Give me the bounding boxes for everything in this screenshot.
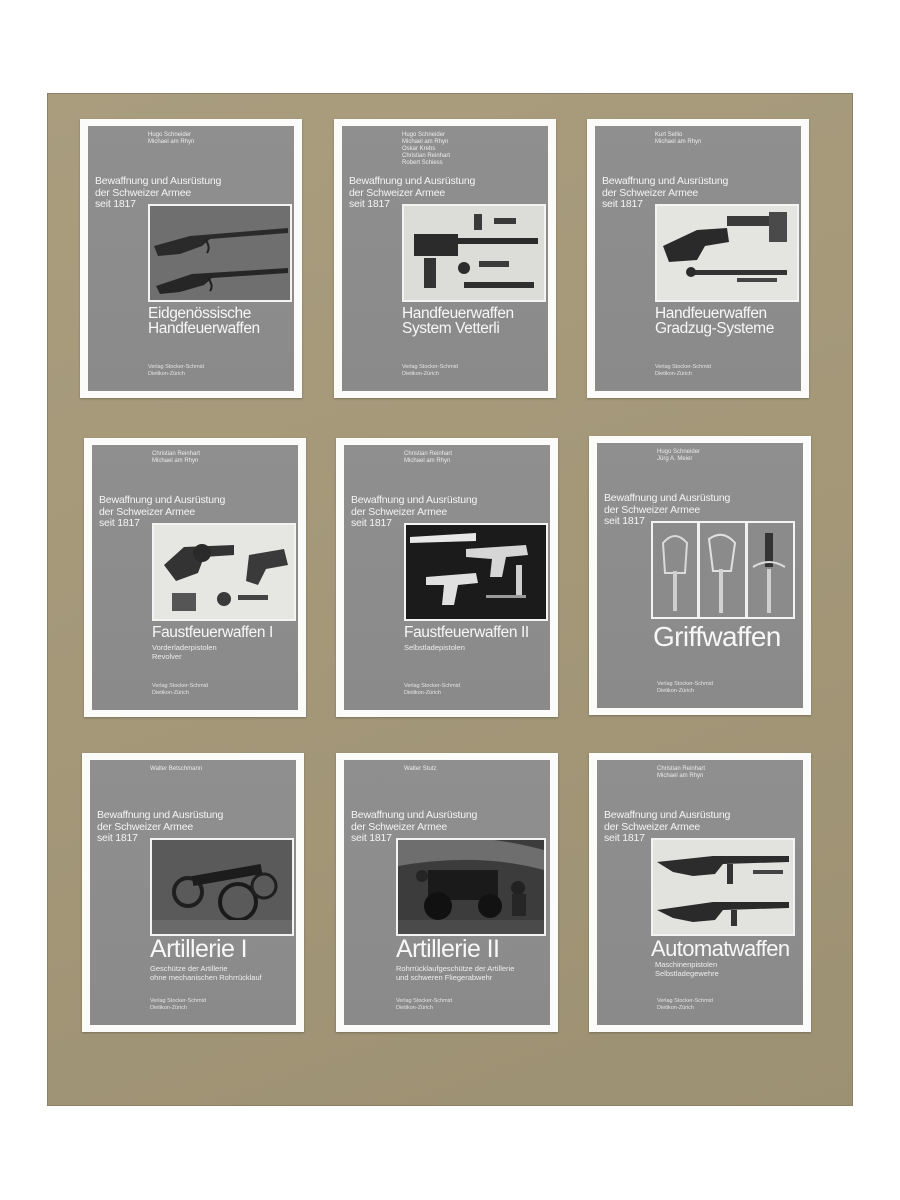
book-cover — [344, 445, 550, 710]
book-authors: Hugo Schneider Jürg A. Meier — [657, 449, 701, 462]
publisher: Verlag Stocker-Schmid Dietikon-Zürich — [655, 364, 711, 377]
book-card-artillerie-1[interactable] — [82, 753, 304, 1032]
book-cover — [597, 443, 803, 708]
book-authors: Christian Reinhart Michael am Rhyn — [404, 451, 453, 464]
book-cover — [595, 126, 801, 391]
series-title: Bewaffnung und Ausrüstung der Schweizer Armee seit 1817 — [99, 494, 226, 529]
book-title: Handfeuerwaffen System Vetterli — [402, 305, 514, 337]
book-card-faustfeuerwaffen-1[interactable] — [84, 438, 306, 717]
publisher: Verlag Stocker-Schmid Dietikon-Zürich — [148, 364, 204, 377]
publisher: Verlag Stocker-Schmid Dietikon-Zürich — [657, 998, 713, 1011]
sword-hilt-icon — [651, 521, 795, 619]
series-title: Bewaffnung und Ausrüstung der Schweizer Armee seit 1817 — [349, 175, 476, 210]
series-title: Bewaffnung und Ausrüstung der Schweizer Armee seit 1817 — [604, 809, 731, 844]
series-title: Bewaffnung und Ausrüstung der Schweizer Armee seit 1817 — [351, 494, 478, 529]
book-cover — [344, 760, 550, 1025]
straight-pull-rifle-icon — [655, 204, 799, 302]
rifle-parts-icon — [402, 204, 546, 302]
book-title: Faustfeuerwaffen I — [152, 624, 273, 641]
book-title: Eidgenössische Handfeuerwaffen — [148, 305, 260, 337]
book-authors: Christian Reinhart Michael am Rhyn — [657, 766, 706, 779]
catalog-board — [47, 93, 853, 1106]
book-cover — [342, 126, 548, 391]
cannon-icon — [150, 838, 294, 936]
publisher: Verlag Stocker-Schmid Dietikon-Zürich — [402, 364, 458, 377]
book-title: Faustfeuerwaffen II — [404, 624, 529, 641]
publisher: Verlag Stocker-Schmid Dietikon-Zürich — [150, 998, 206, 1011]
book-authors: Hugo Schneider Michael am Rhyn Oskar Krebs Christian Reinhart Robert Schiess — [402, 132, 451, 166]
book-card-gradzug-systeme[interactable] — [587, 119, 809, 398]
book-card-eidgenoessische-handfeuerwaffen[interactable] — [80, 119, 302, 398]
series-title: Bewaffnung und Ausrüstung der Schweizer Armee seit 1817 — [602, 175, 729, 210]
publisher: Verlag Stocker-Schmid Dietikon-Zürich — [404, 683, 460, 696]
series-title: Bewaffnung und Ausrüstung der Schweizer Armee seit 1817 — [351, 809, 478, 844]
series-title: Bewaffnung und Ausrüstung der Schweizer Armee seit 1817 — [97, 809, 224, 844]
book-card-faustfeuerwaffen-2[interactable] — [336, 438, 558, 717]
book-title: Artillerie I — [150, 935, 247, 963]
book-cover — [88, 126, 294, 391]
book-title: Automatwaffen — [651, 936, 790, 961]
book-card-griffwaffen[interactable] — [589, 436, 811, 715]
book-subtitle: Maschinenpistolen Selbstladegewehre — [655, 960, 719, 978]
book-cover — [90, 760, 296, 1025]
book-authors: Kurt Sellio Michael am Rhyn — [655, 132, 702, 145]
submachine-gun-icon — [651, 838, 795, 936]
book-authors: Hugo Schneider Michael am Rhyn — [148, 132, 195, 145]
book-subtitle: Vorderladerpistolen Revolver — [152, 643, 217, 661]
series-title: Bewaffnung und Ausrüstung der Schweizer Armee seit 1817 — [95, 175, 222, 210]
book-title: Handfeuerwaffen Gradzug-Systeme — [655, 305, 774, 337]
series-title: Bewaffnung und Ausrüstung der Schweizer Armee seit 1817 — [604, 492, 731, 527]
book-card-automatwaffen[interactable] — [589, 753, 811, 1032]
book-cover — [92, 445, 298, 710]
book-title: Griffwaffen — [653, 621, 781, 652]
publisher: Verlag Stocker-Schmid Dietikon-Zürich — [152, 683, 208, 696]
book-cover — [597, 760, 803, 1025]
book-subtitle: Geschütze der Artillerie ohne mechanischen Rohrrücklauf — [150, 964, 262, 982]
rifle-icon — [148, 204, 292, 302]
revolver-icon — [152, 523, 296, 621]
field-gun-crew-icon — [396, 838, 546, 936]
publisher: Verlag Stocker-Schmid Dietikon-Zürich — [657, 681, 713, 694]
book-subtitle: Rohrrücklaufgeschütze der Artillerie und schweren Fliegerabwehr — [396, 964, 515, 982]
book-authors: Walter Stutz — [404, 766, 437, 772]
book-card-system-vetterli[interactable] — [334, 119, 556, 398]
book-title: Artillerie II — [396, 935, 500, 963]
book-subtitle: Selbstladepistolen — [404, 643, 465, 652]
publisher: Verlag Stocker-Schmid Dietikon-Zürich — [396, 998, 452, 1011]
pistol-icon — [404, 523, 548, 621]
book-authors: Walter Betschmann — [150, 766, 203, 772]
book-authors: Christian Reinhart Michael am Rhyn — [152, 451, 201, 464]
book-card-artillerie-2[interactable] — [336, 753, 558, 1032]
